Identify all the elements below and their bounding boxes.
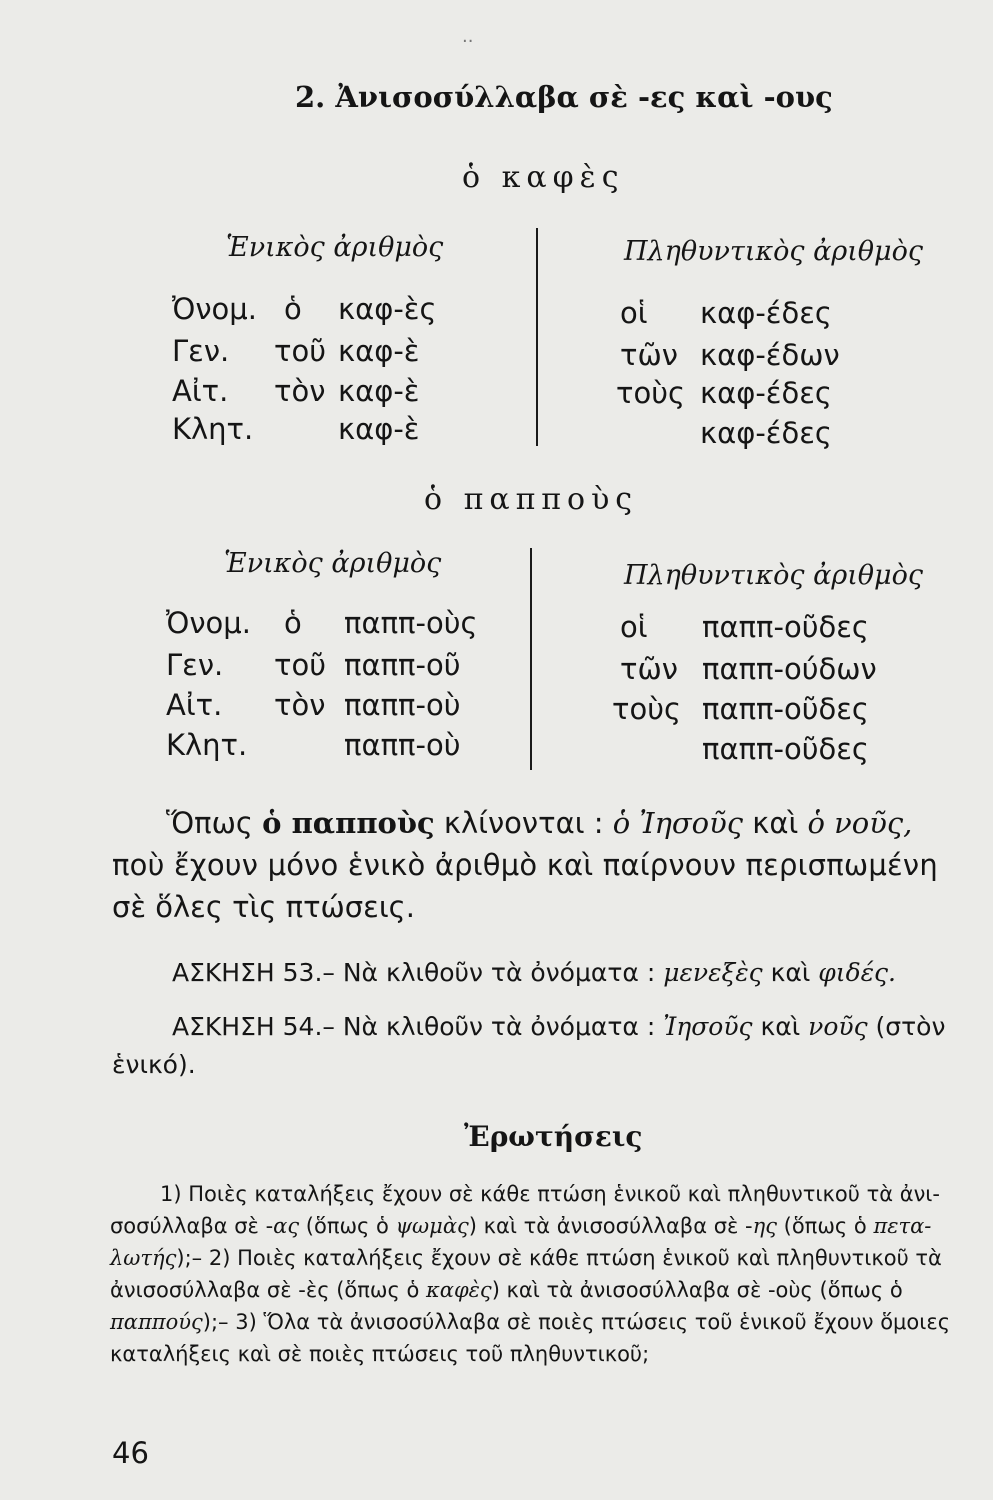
noun2-pl-form: παππ-οῦδες — [702, 732, 869, 766]
question-text: ὲς — [305, 1278, 330, 1302]
exercise-word: Ἰησοῦς — [663, 1012, 753, 1041]
exercise-word: φιδές. — [818, 958, 896, 987]
noun1-sg-form: καφ-ὲ — [338, 374, 420, 408]
rule-text: καὶ — [752, 806, 799, 840]
noun2-pl-article: τῶν — [620, 652, 678, 686]
question-line — [110, 1342, 649, 1366]
noun2-divider — [530, 548, 532, 770]
noun2-pl-article: τοὺς — [612, 692, 682, 726]
question-text: (ὅπως ὁ — [329, 1278, 426, 1302]
section-heading: 2. Ἀνισοσύλλαβα σὲ -ες καὶ -ους — [295, 80, 833, 114]
noun1-pl-article: οἱ — [620, 296, 648, 330]
question-text: );– 3) Ὅλα τὰ ἀνισοσύλλαβα σὲ ποιὲς πτώσεις τοῦ ἑνικοῦ ἔχουν ὅμοιες — [202, 1310, 951, 1334]
noun1-case: Γεν. — [172, 334, 230, 368]
noun2-sg-form: παππ-οὺς — [344, 606, 478, 640]
noun2-plural-header: Πληθυντικὸς ἀριθμὸς — [624, 560, 923, 591]
noun2-sg-form: παππ-οὺ — [344, 728, 461, 762]
noun1-sg-article: τὸν — [274, 374, 326, 408]
question-italic: πετα- — [873, 1214, 932, 1238]
question-text: σοσύλλαβα σὲ - — [110, 1214, 274, 1238]
question-text: καταλήξεις καὶ σὲ ποιὲς πτώσεις τοῦ πληθυντικοῦ; — [110, 1342, 650, 1366]
rule-line-1 — [166, 806, 912, 840]
exercise-text: ΑΣΚΗΣΗ 54.– Νὰ κλιθοῦν τὰ ὀνόματα : — [172, 1012, 656, 1041]
noun2-title: ὁ παπποὺς — [424, 482, 639, 517]
exercise-word: νοῦς — [808, 1012, 868, 1041]
rule-text: κλίνονται : — [443, 806, 604, 840]
noun2-case: Γεν. — [166, 648, 224, 682]
rule-text: Ὅπως — [166, 806, 253, 840]
noun2-pl-form: παππ-ούδων — [702, 652, 877, 686]
noun1-plural-header: Πληθυντικὸς ἀριθμὸς — [624, 236, 923, 267]
rule-example-1: ὁ Ἰησοῦς — [612, 806, 744, 840]
questions-title: Ἐρωτήσεις — [464, 1120, 643, 1153]
question-italic: λωτής — [110, 1246, 177, 1270]
exercise-text: καὶ — [770, 958, 811, 987]
rule-bold-noun: ὁ παπποὺς — [262, 806, 435, 840]
noun1-sg-article: τοῦ — [274, 334, 326, 368]
noun1-pl-article: τῶν — [620, 338, 678, 372]
noun2-sg-form: παππ-οῦ — [344, 648, 461, 682]
noun1-pl-form: καφ-έδες — [700, 296, 832, 330]
question-italic: ψωμὰς — [395, 1214, 469, 1238]
question-line — [110, 1214, 931, 1238]
exercise-text: καὶ — [760, 1012, 801, 1041]
rule-line-2: ποὺ ἔχουν μόνο ἑνικὸ ἀριθμὸ καὶ παίρνουν περισπωμένη — [112, 848, 938, 882]
noun1-title: ὁ καφὲς — [462, 160, 625, 195]
noun2-sg-article: ὁ — [284, 606, 302, 640]
question-text: ) καὶ τὰ ἀνισοσύλλαβα σὲ - — [491, 1278, 776, 1302]
noun2-pl-form: παππ-οῦδες — [702, 692, 869, 726]
question-text: (ὅπως ὁ — [812, 1278, 903, 1302]
question-text: ἀνισοσύλλαβα σὲ - — [110, 1278, 306, 1302]
question-text: (ὅπως ὁ — [299, 1214, 396, 1238]
noun1-pl-form: καφ-έδες — [700, 376, 832, 410]
noun1-pl-article: τοὺς — [616, 376, 686, 410]
noun2-case: Κλητ. — [166, 728, 248, 762]
exercise-54 — [172, 1012, 945, 1041]
question-text: );– 2) Ποιὲς καταλήξεις ἔχουν σὲ κάθε πτώση ἑνικοῦ καὶ πληθυντικοῦ τὰ — [176, 1246, 942, 1270]
question-text: οὺς — [775, 1278, 813, 1302]
question-text: 1) Ποιὲς καταλήξεις ἔχουν σὲ κάθε πτώση ἑνικοῦ καὶ πληθυντικοῦ τὰ ἀνι- — [160, 1182, 940, 1206]
noun1-case: Αἰτ. — [172, 374, 229, 408]
question-line — [110, 1310, 950, 1334]
noun1-singular-header: Ἑνικὸς ἀριθμὸς — [226, 232, 444, 263]
question-line — [110, 1278, 903, 1302]
exercise-53 — [172, 958, 896, 987]
question-italic: καφὲς — [426, 1278, 492, 1302]
noun1-sg-form: καφ-ὲ — [338, 334, 420, 368]
noun1-divider — [536, 228, 538, 446]
noun2-singular-header: Ἑνικὸς ἀριθμὸς — [224, 548, 442, 579]
noun1-sg-article: ὁ — [284, 292, 302, 326]
question-italic: ας — [273, 1214, 300, 1238]
noun1-sg-form: καφ-ὲ — [338, 412, 420, 446]
exercise-54-continuation: ἑνικό). — [112, 1050, 196, 1079]
noun2-sg-article: τὸν — [274, 688, 326, 722]
exercise-text: (στὸν — [875, 1012, 946, 1041]
rule-example-2: ὁ νοῦς, — [807, 806, 913, 840]
noun1-sg-form: καφ-ὲς — [338, 292, 437, 326]
question-text: ) καὶ τὰ ἀνισοσύλλαβα σὲ - — [468, 1214, 753, 1238]
noun2-pl-article: οἱ — [620, 610, 648, 644]
page-number: 46 — [112, 1436, 149, 1470]
exercise-word: μενεξὲς — [663, 958, 763, 987]
rule-line-3: σὲ ὅλες τὶς πτώσεις. — [112, 890, 415, 924]
noun1-case: Ὀνομ. — [172, 292, 257, 326]
top-mark: .. — [462, 26, 474, 47]
question-italic: ης — [752, 1214, 777, 1238]
exercise-text: ΑΣΚΗΣΗ 53.– Νὰ κλιθοῦν τὰ ὀνόματα : — [172, 958, 656, 987]
noun2-pl-form: παππ-οῦδες — [702, 610, 869, 644]
noun2-sg-form: παππ-οὺ — [344, 688, 461, 722]
noun2-case: Αἰτ. — [166, 688, 223, 722]
noun2-case: Ὀνομ. — [166, 606, 251, 640]
question-text: (ὅπως ὁ — [776, 1214, 874, 1238]
noun1-pl-form: καφ-έδες — [700, 416, 832, 450]
noun1-case: Κλητ. — [172, 412, 254, 446]
noun1-pl-form: καφ-έδων — [700, 338, 840, 372]
question-line — [160, 1182, 940, 1206]
noun2-sg-article: τοῦ — [274, 648, 326, 682]
question-line — [110, 1246, 942, 1270]
question-italic: παππούς — [110, 1310, 203, 1334]
